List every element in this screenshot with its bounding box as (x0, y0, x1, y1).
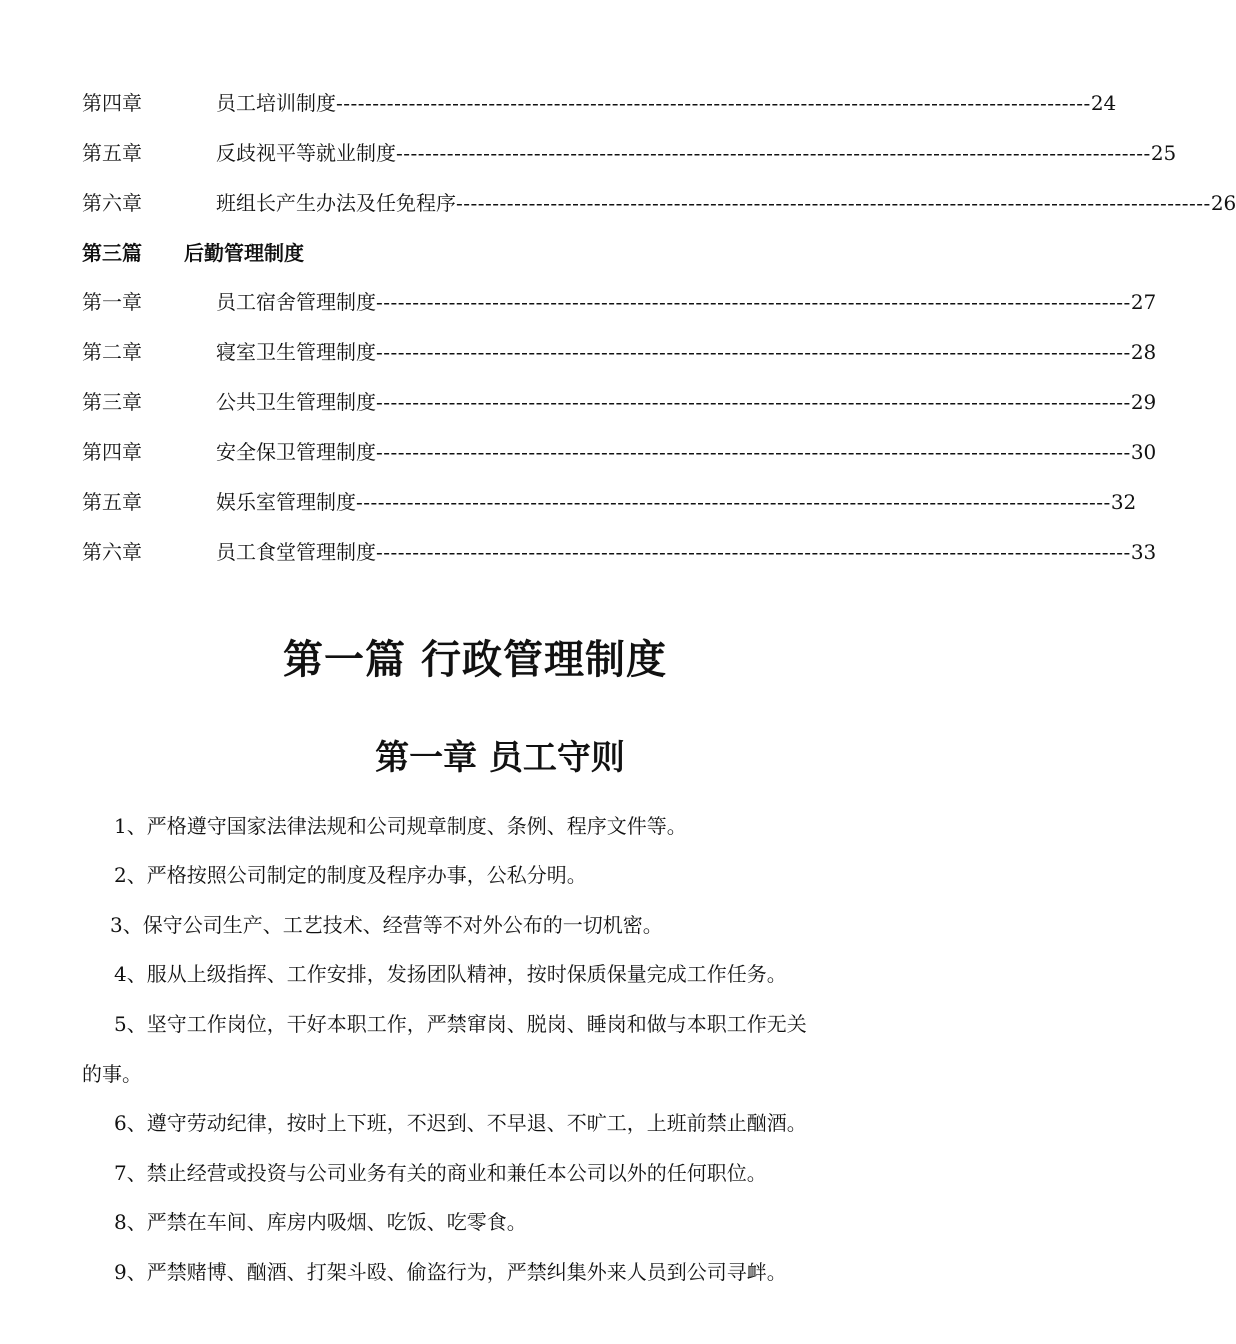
toc-page-number: 24 (1090, 91, 1117, 115)
rule-paragraph: 9、严禁赌博、酗酒、打架斗殴、偷盗行为，严禁纠集外来人员到公司寻衅。 (114, 1260, 787, 1284)
toc-leader-dashes: -------------------------------------------------------------------------------------------------------- (456, 191, 1211, 215)
toc-page-number: 26 (1210, 191, 1236, 215)
rule-paragraph: 2、严格按照公司制定的制度及程序办事，公私分明。 (114, 863, 587, 887)
toc-leader-dashes: -------------------------------------------------------------------------------------------------------- (336, 91, 1091, 115)
toc-chapter-number: 第一章 (82, 290, 142, 314)
toc-page-number: 33 (1130, 540, 1157, 564)
rule-paragraph-continued: 的事。 (82, 1062, 142, 1086)
toc-chapter-title: 反歧视平等就业制度 (216, 141, 396, 165)
toc-entry[interactable] (82, 138, 1177, 168)
toc-chapter-number: 第五章 (82, 490, 142, 514)
toc-leader-dashes: -------------------------------------------------------------------------------------------------------- (396, 141, 1151, 165)
toc-entry[interactable] (82, 88, 1117, 118)
rule-paragraph: 4、服从上级指挥、工作安排，发扬团队精神，按时保质保量完成工作任务。 (114, 962, 787, 986)
toc-entry[interactable] (82, 188, 1236, 218)
toc-chapter-title: 公共卫生管理制度 (216, 390, 376, 414)
toc-chapter-title: 员工食堂管理制度 (216, 540, 376, 564)
toc-chapter-title: 娱乐室管理制度 (216, 490, 356, 514)
toc-leader-dashes: -------------------------------------------------------------------------------------------------------- (376, 440, 1131, 464)
toc-page-number: 28 (1130, 340, 1157, 364)
rule-paragraph: 6、遵守劳动纪律，按时上下班，不迟到、不早退、不旷工，上班前禁止酗酒。 (114, 1111, 807, 1135)
toc-leader-dashes: -------------------------------------------------------------------------------------------------------- (376, 290, 1131, 314)
toc-leader-dashes: -------------------------------------------------------------------------------------------------------- (356, 490, 1111, 514)
toc-leader-dashes: -------------------------------------------------------------------------------------------------------- (376, 540, 1131, 564)
rule-paragraph: 7、禁止经营或投资与公司业务有关的商业和兼任本公司以外的任何职位。 (114, 1161, 767, 1185)
toc-page-number: 27 (1130, 290, 1157, 314)
toc-part-title: 后勤管理制度 (184, 241, 304, 265)
toc-chapter-title: 寝室卫生管理制度 (216, 340, 376, 364)
part-title-heading: 第一篇 行政管理制度 (283, 636, 667, 683)
toc-chapter-number: 第二章 (82, 340, 142, 364)
toc-part-number: 第三篇 (82, 241, 142, 265)
toc-chapter-number: 第三章 (82, 390, 142, 414)
toc-chapter-number: 第六章 (82, 191, 142, 215)
toc-leader-dashes: -------------------------------------------------------------------------------------------------------- (376, 340, 1131, 364)
toc-chapter-number: 第六章 (82, 540, 142, 564)
rule-paragraph: 8、严禁在车间、库房内吸烟、吃饭、吃零食。 (114, 1210, 527, 1234)
toc-chapter-title: 员工宿舍管理制度 (216, 290, 376, 314)
toc-entry[interactable] (82, 337, 1157, 367)
toc-chapter-number: 第五章 (82, 141, 142, 165)
chapter-title-heading: 第一章 员工守则 (375, 738, 625, 778)
toc-entry[interactable] (82, 437, 1157, 467)
rule-paragraph: 3、保守公司生产、工艺技术、经营等不对外公布的一切机密。 (110, 913, 663, 937)
toc-entry[interactable] (82, 387, 1157, 417)
rule-paragraph: 1、严格遵守国家法律法规和公司规章制度、条例、程序文件等。 (114, 814, 687, 838)
toc-entry[interactable] (82, 487, 1137, 517)
toc-page-number: 32 (1110, 490, 1137, 514)
toc-page-number: 30 (1130, 440, 1157, 464)
toc-chapter-title: 班组长产生办法及任免程序 (216, 191, 456, 215)
rule-paragraph: 5、坚守工作岗位，干好本职工作，严禁窜岗、脱岗、睡岗和做与本职工作无关 (114, 1012, 807, 1036)
toc-entry[interactable] (82, 287, 1157, 317)
toc-leader-dashes: -------------------------------------------------------------------------------------------------------- (376, 390, 1131, 414)
toc-chapter-title: 安全保卫管理制度 (216, 440, 376, 464)
toc-chapter-number: 第四章 (82, 91, 142, 115)
toc-part-heading[interactable] (82, 238, 304, 268)
toc-chapter-title: 员工培训制度 (216, 91, 336, 115)
toc-chapter-number: 第四章 (82, 440, 142, 464)
toc-page-number: 29 (1130, 390, 1157, 414)
toc-entry[interactable] (82, 537, 1157, 567)
toc-page-number: 25 (1150, 141, 1177, 165)
